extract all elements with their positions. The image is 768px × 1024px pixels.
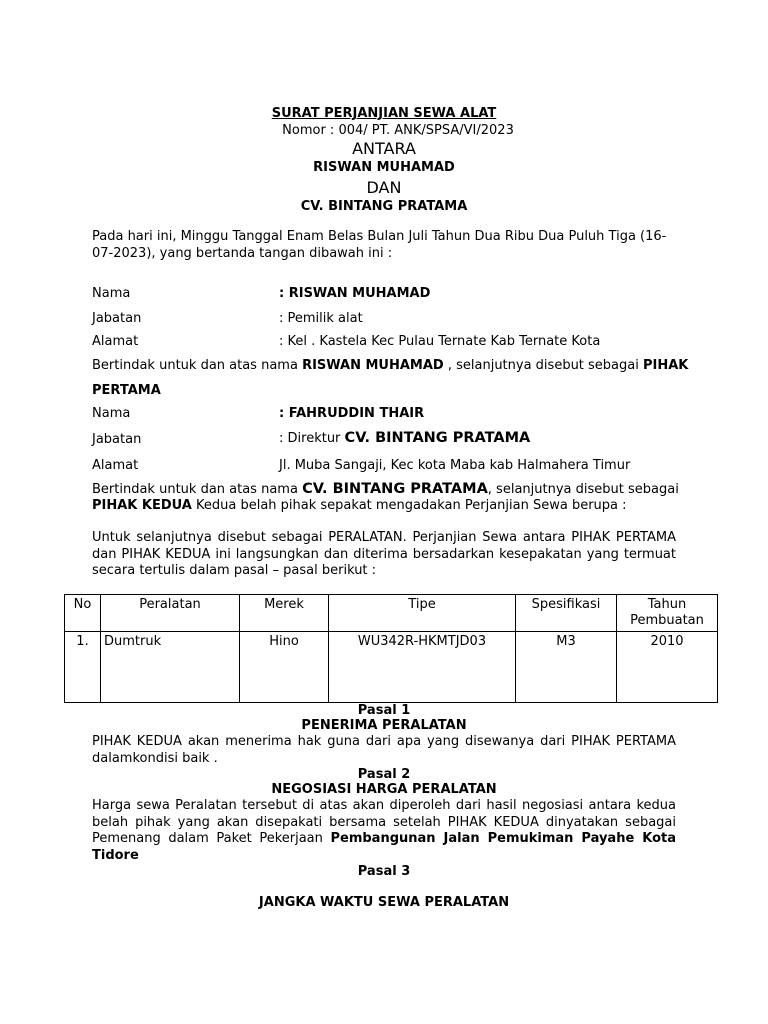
second-party-alamat-value: Jl. Muba Sangaji, Kec kota Maba kab Halmahera Timur bbox=[279, 458, 631, 473]
first-party-nama-value: : RISWAN MUHAMAD bbox=[279, 286, 431, 301]
first-party-nama-label: Nama bbox=[92, 286, 131, 301]
intro-paragraph: Pada hari ini, Minggu Tanggal Enam Belas Bulan Juli Tahun Dua Ribu Dua Puluh Tiga (16-07-2023), yang bertanda tangan dibawah ini : bbox=[92, 229, 667, 261]
first-party-role-continued: PERTAMA bbox=[92, 383, 161, 398]
statement-name: RISWAN MUHAMAD bbox=[302, 358, 444, 373]
table-cell-tahun: 2010 bbox=[617, 632, 718, 703]
document-number: Nomor : 004/ PT. ANK/SPSA/VI/2023 bbox=[282, 123, 514, 138]
table-header-cell: Peralatan bbox=[101, 595, 240, 632]
statement-text: Kedua belah pihak sepakat mengadakan Perjanjian Sewa berupa : bbox=[191, 498, 627, 513]
statement-name: CV. BINTANG PRATAMA bbox=[302, 481, 488, 497]
second-party-nama-label: Nama bbox=[92, 406, 131, 421]
second-party-jabatan-label: Jabatan bbox=[92, 432, 142, 447]
table-header-cell: Tahun Pembuatan bbox=[617, 595, 718, 632]
table-header-cell: Merek bbox=[240, 595, 329, 632]
pasal-1-title: PENERIMA PERALATAN bbox=[301, 718, 467, 733]
first-party-alamat-value: : Kel . Kastela Kec Pulau Ternate Kab Ternate Kota bbox=[279, 334, 601, 349]
statement-text: Bertindak untuk dan atas nama bbox=[92, 358, 303, 373]
table-header-cell: No bbox=[65, 595, 101, 632]
jabatan-company: CV. BINTANG PRATAMA bbox=[344, 430, 531, 446]
dan-label: DAN bbox=[366, 178, 402, 197]
first-party-jabatan-label: Jabatan bbox=[92, 311, 142, 326]
agreement-paragraph: Untuk selanjutnya disebut sebagai PERALATAN. Perjanjian Sewa antara PIHAK PERTAMA dan PIHAK KEDUA ini langsungkan dan diterima bersadarkan kesepakatan yang termuat secara tertulis dalam pasal – pasal berikut : bbox=[92, 530, 676, 578]
pasal-2-number: Pasal 2 bbox=[357, 767, 411, 782]
table-cell-peralatan: Dumtruk bbox=[101, 632, 240, 703]
jabatan-prefix: : Direktur bbox=[279, 431, 345, 446]
pasal-3-number: Pasal 3 bbox=[357, 864, 411, 879]
table-row bbox=[65, 632, 718, 703]
table-cell-spesifikasi: M3 bbox=[516, 632, 617, 703]
statement-text: , selanjutnya disebut sebagai bbox=[443, 358, 643, 373]
table-cell-no: 1. bbox=[65, 632, 101, 703]
second-party-jabatan-value bbox=[279, 430, 530, 446]
table-cell-merek: Hino bbox=[240, 632, 329, 703]
first-party-statement bbox=[92, 358, 688, 373]
first-party-jabatan-value: : Pemilik alat bbox=[279, 311, 363, 326]
equipment-table bbox=[64, 594, 718, 703]
table-cell-tipe: WU342R-HKMTJD03 bbox=[329, 632, 516, 703]
pasal-2-text bbox=[92, 798, 676, 864]
party-one-heading: RISWAN MUHAMAD bbox=[313, 160, 455, 175]
antara-label: ANTARA bbox=[352, 139, 416, 158]
party-two-heading: CV. BINTANG PRATAMA bbox=[300, 199, 468, 214]
statement-text: Bertindak untuk dan atas nama bbox=[92, 482, 303, 497]
pasal-2-text-body: Harga sewa Peralatan tersebut di atas akan diperoleh dari hasil negosiasi antara kedua belah pihak yang akan disepakati bersama setelah PIHAK KEDUA dinyatakan sebagai Pemenang dalam Paket Pekerjaan bbox=[92, 798, 676, 846]
table-header-row bbox=[65, 595, 718, 632]
pasal-1-number: Pasal 1 bbox=[357, 703, 411, 718]
second-party-statement bbox=[92, 481, 679, 497]
pasal-3-title: JANGKA WAKTU SEWA PERALATAN bbox=[258, 895, 510, 910]
second-party-nama-value: : FAHRUDDIN THAIR bbox=[279, 406, 425, 421]
second-party-statement-line-2 bbox=[92, 498, 627, 513]
table-header-cell: Spesifikasi bbox=[516, 595, 617, 632]
pasal-1-text: PIHAK KEDUA akan menerima hak guna dari apa yang disewanya dari PIHAK PERTAMA dalamkondisi baik . bbox=[92, 734, 676, 766]
statement-role: PIHAK KEDUA bbox=[92, 498, 192, 513]
first-party-alamat-label: Alamat bbox=[92, 334, 139, 349]
pasal-2-project-name: Pembangunan Jalan Pemukiman Payahe Kota Tidore bbox=[92, 831, 677, 863]
second-party-alamat-label: Alamat bbox=[92, 458, 139, 473]
statement-role: PIHAK bbox=[643, 358, 689, 373]
statement-text: , selanjutnya disebut sebagai bbox=[487, 482, 679, 497]
pasal-2-title: NEGOSIASI HARGA PERALATAN bbox=[271, 782, 497, 797]
document-title: SURAT PERJANJIAN SEWA ALAT bbox=[271, 106, 497, 121]
table-header-cell: Tipe bbox=[329, 595, 516, 632]
